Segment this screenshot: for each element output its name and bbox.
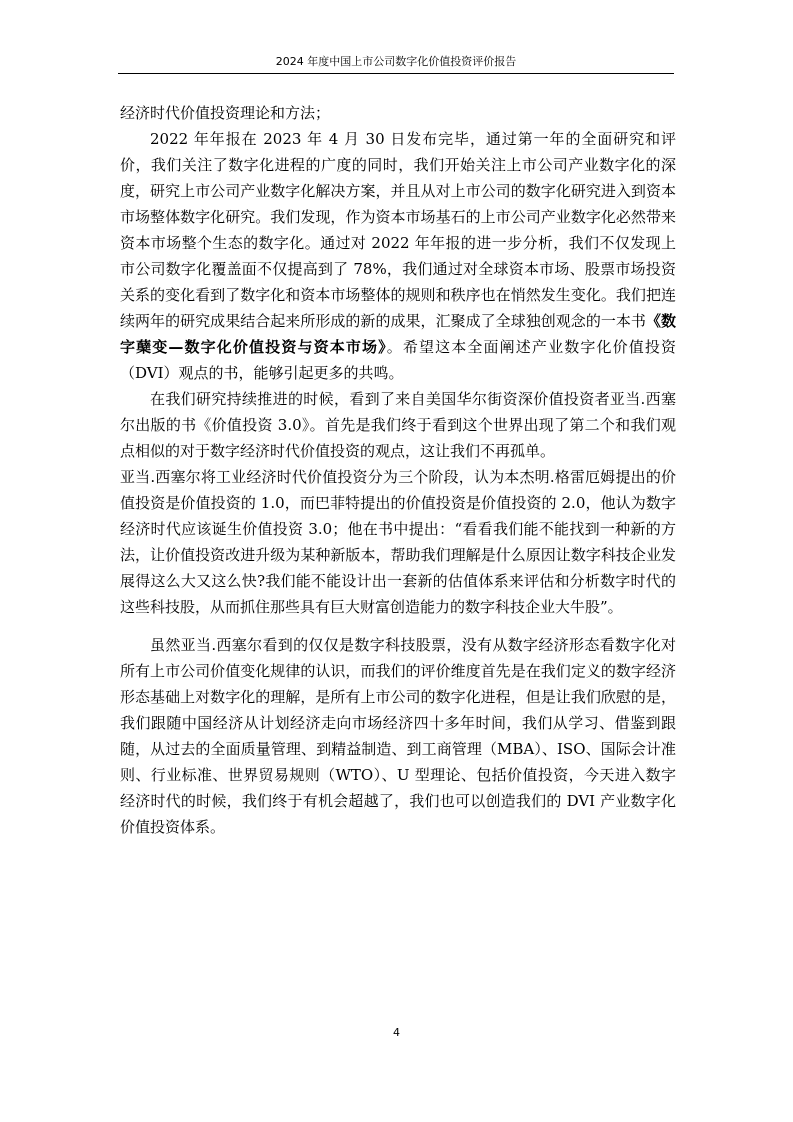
page-header: 2024 年度中国上市公司数字化价值投资评价报告 (275, 55, 517, 68)
header-rule (118, 73, 674, 74)
book-title: 《数字蘖变—数字化价值投资与资本市场》 (120, 312, 676, 356)
paragraph-value-investing-3: 在我们研究持续推进的时候，看到了来自美国华尔街资深价值投资者亚当.西塞尔出版的书《价值投资 3.0》。首先是我们终于看到这个世界出现了第二个和我们观点相似的对于数字经济时代价值投资的观点，这让我们不再孤单。 (120, 390, 676, 460)
paragraph-continuation: 经济时代价值投资理论和方法； (120, 104, 331, 122)
body-text (120, 100, 676, 840)
paragraph-text: 2022 年年报在 2023 年 4 月 30 日发布完毕，通过第一年的全面研究和评价，我们关注了数字化进程的广度的同时，我们开始关注上市公司产业数字化的深度，研究上市公司产业数字化解决方案，并且从对上市公司的数字化研究进入到资本市场整体数字化研究。我们发现，作为资本市场基石的上市公司产业数字化必然带来资本市场整个生态的数字化。通过对 2022 年年报的进一步分析，我们不仅发现上市公司数字化覆盖面不仅提高到了 78%，我们通过对全球资本市场、股票市场投资关系的变化看到了数字化和资本市场整体的规则和秩序也在悄然发生变化。我们把连续两年的研究成果结合起来所形成的新的成果，汇聚成了全球独创观念的一本书 (120, 130, 676, 330)
paragraph-annual-report (120, 126, 676, 386)
paragraph-surpass: 虽然亚当.西塞尔看到的仅仅是数字科技股票，没有从数字经济形态看数字化对所有上市公司价值变化规律的认识，而我们的评价维度首先是在我们定义的数字经济形态基础上对数字化的理解，是所有上市公司的数字化进程，但是让我们欣慰的是，我们跟随中国经济从计划经济走向市场经济四十多年时间，我们从学习、借鉴到跟随，从过去的全面质量管理、到精益制造、到工商管理（MBA）、ISO、国际会计准则、行业标准、世界贸易规则（WTO）、U 型理论、包括价值投资，今天进入数字经济时代的时候，我们终于有机会超越了，我们也可以创造我们的 DVI 产业数字化价值投资体系。 (120, 636, 676, 836)
paragraph-three-stages: 亚当.西塞尔将工业经济时代价值投资分为三个阶段，认为本杰明.格雷厄姆提出的价值投资是价值投资的 1.0，而巴菲特提出的价值投资是价值投资的 2.0，他认为数字经济时代应该诞生价值投资 3.0；他在书中提出：“看看我们能不能找到一种新的方法，让价值投资改进升级为某种新版本，帮助我们理解是什么原因让数字科技企业发展得这么大又这么快?我们能不能设计出一套新的估值体系来评估和分析数字时代的这些科技股，从而抓住那些具有巨大财富创造能力的数字科技企业大牛股”。 (120, 468, 676, 616)
paragraph-text: 。希望这本全面阐述产业数字化价值投资（DVI）观点的书，能够引起更多的共鸣。 (120, 338, 676, 382)
page-number: 4 (393, 1026, 400, 1039)
